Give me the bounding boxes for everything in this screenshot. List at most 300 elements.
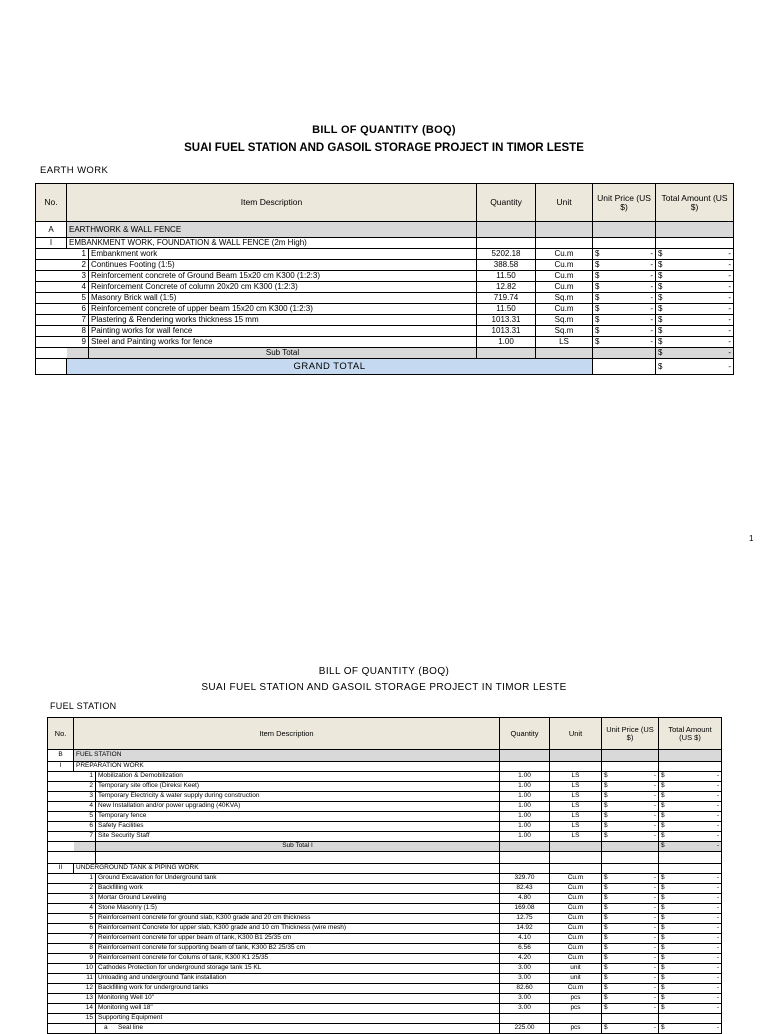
table-row xyxy=(48,964,722,974)
cell-item-no: 7 xyxy=(67,315,89,326)
cell-unit-price-wrap xyxy=(595,294,653,302)
amount-value: - xyxy=(653,802,656,810)
cell-item-no: 2 xyxy=(74,782,96,792)
cell-blank xyxy=(48,884,74,894)
cell-quantity: 6.56 xyxy=(500,944,550,954)
cell-total-amount-wrap xyxy=(661,1025,719,1032)
col-header-total-amount: Total Amount (US $) xyxy=(659,718,722,750)
cell-total-amount xyxy=(659,974,722,984)
cell-blank xyxy=(602,842,659,852)
subtotal-amount xyxy=(659,842,722,852)
cell-total-amount xyxy=(659,994,722,1004)
cell-unit: Cu.m xyxy=(550,934,602,944)
group-no: A xyxy=(36,222,67,238)
col-header-unit: Unit xyxy=(550,718,602,750)
cell-blank xyxy=(48,934,74,944)
cell-description: Masonry Brick wall (1:5) xyxy=(89,293,477,304)
cell-unit-price xyxy=(593,337,656,348)
table-row xyxy=(48,974,722,984)
cell-total-amount-wrap xyxy=(661,955,719,962)
cell-description: Continues Footing (1:5) xyxy=(89,260,477,271)
cell-unit: Cu.m xyxy=(536,282,593,293)
cell-blank xyxy=(48,974,74,984)
currency-symbol: $ xyxy=(661,792,665,800)
cell-unit: unit xyxy=(550,974,602,984)
cell-blank xyxy=(48,812,74,822)
currency-symbol: $ xyxy=(661,934,665,942)
cell-quantity: 1.00 xyxy=(500,792,550,802)
currency-symbol: $ xyxy=(604,772,608,780)
cell-unit-price-wrap xyxy=(595,272,653,280)
cell-unit-price xyxy=(593,326,656,337)
amount-value: - xyxy=(716,944,719,952)
cell-description: Reinforcement concrete for upper beam of tank, K300 B1 25/35 cm xyxy=(96,934,500,944)
currency-symbol: $ xyxy=(661,832,665,840)
cell-blank xyxy=(536,348,593,359)
cell-blank xyxy=(659,852,722,864)
cell-item-no: 4 xyxy=(74,802,96,812)
cell-blank xyxy=(477,348,536,359)
currency-symbol: $ xyxy=(658,361,663,371)
cell-unit: LS xyxy=(550,822,602,832)
table-row xyxy=(48,884,722,894)
currency-symbol: $ xyxy=(661,812,665,820)
group-label: EARTHWORK & WALL FENCE xyxy=(67,222,477,238)
currency-symbol: $ xyxy=(661,974,665,982)
cell-quantity: 225.00 xyxy=(500,1024,550,1034)
cell-unit-price-wrap xyxy=(604,995,656,1002)
cell-unit-price xyxy=(593,315,656,326)
subtotal-row xyxy=(48,842,722,852)
currency-symbol: $ xyxy=(604,812,608,820)
cell-blank xyxy=(36,337,67,348)
amount-value: - xyxy=(653,884,656,892)
amount-value: - xyxy=(650,315,654,324)
cell-unit: LS xyxy=(550,832,602,842)
cell-description: Reinforcement concrete of Ground Beam 15x20 cm K300 (1:2:3) xyxy=(89,271,477,282)
cell-item-no: 1 xyxy=(74,874,96,884)
currency-symbol: $ xyxy=(661,914,665,922)
cell-blank xyxy=(48,1004,74,1014)
amount-value: - xyxy=(716,812,719,820)
page2-section-label: FUEL STATION xyxy=(50,701,117,711)
amount-value: - xyxy=(653,874,656,882)
amount-value: - xyxy=(716,974,719,982)
cell-unit: LS xyxy=(550,802,602,812)
table-row xyxy=(48,994,722,1004)
table-row xyxy=(48,924,722,934)
currency-symbol: $ xyxy=(604,782,608,790)
amount-value: - xyxy=(716,822,719,830)
cell-description: Unloading and underground Tank installation xyxy=(96,974,500,984)
subtotal-label: Sub Total xyxy=(89,348,477,359)
currency-symbol: $ xyxy=(604,894,608,902)
table-row xyxy=(36,271,734,282)
cell-unit-price-wrap xyxy=(604,915,656,922)
cell-quantity: 1.00 xyxy=(500,782,550,792)
cell-blank xyxy=(36,348,67,359)
currency-symbol: $ xyxy=(661,954,665,962)
table-row xyxy=(48,832,722,842)
amount-value: - xyxy=(716,964,719,972)
cell-blank xyxy=(48,782,74,792)
cell-unit-price-wrap xyxy=(604,925,656,932)
amount-value: - xyxy=(650,293,654,302)
group-row-a xyxy=(36,222,734,238)
table-row xyxy=(48,944,722,954)
cell-item-no: 3 xyxy=(74,894,96,904)
cell-description: Reinforcement concrete for Colums of tank, K300 K1 25/35 xyxy=(96,954,500,964)
cell-total-amount xyxy=(656,293,734,304)
page2-title: BILL OF QUANTITY (BOQ) xyxy=(318,666,450,677)
group-no: I xyxy=(36,238,67,249)
cell-total-amount xyxy=(659,792,722,802)
cell-blank xyxy=(550,842,602,852)
cell-blank xyxy=(36,271,67,282)
amount-value: - xyxy=(716,934,719,942)
cell-blank xyxy=(48,852,74,864)
cell-total-amount xyxy=(656,282,734,293)
cell-blank xyxy=(36,359,67,375)
table-row xyxy=(48,934,722,944)
cell-blank xyxy=(602,1014,659,1024)
amount-value: - xyxy=(653,832,656,840)
cell-quantity: 1.00 xyxy=(500,772,550,782)
cell-blank xyxy=(36,315,67,326)
subtotal-row xyxy=(36,348,734,359)
group-no: B xyxy=(48,750,74,762)
cell-unit-price-wrap xyxy=(604,965,656,972)
amount-value: - xyxy=(653,1024,656,1032)
cell-blank xyxy=(48,994,74,1004)
group-row-i xyxy=(36,238,734,249)
cell-unit-price xyxy=(602,914,659,924)
cell-total-amount-wrap xyxy=(661,925,719,932)
group-no: II xyxy=(48,864,74,874)
subtotal-amount-wrap xyxy=(661,843,719,850)
cell-unit: LS xyxy=(536,337,593,348)
cell-unit-price xyxy=(602,802,659,812)
cell-item-no: 13 xyxy=(74,994,96,1004)
currency-symbol: $ xyxy=(604,1004,608,1012)
cell-item-no: 6 xyxy=(74,924,96,934)
cell-blank xyxy=(602,864,659,874)
cell-unit: Cu.m xyxy=(550,914,602,924)
amount-value: - xyxy=(650,337,654,346)
cell-item-no: 10 xyxy=(74,964,96,974)
amount-value: - xyxy=(653,994,656,1002)
cell-description: Backfilling work xyxy=(96,884,500,894)
cell-item-no: 5 xyxy=(74,914,96,924)
cell-total-amount xyxy=(659,954,722,964)
amount-value: - xyxy=(653,914,656,922)
currency-symbol: $ xyxy=(604,792,608,800)
cell-unit-price xyxy=(602,974,659,984)
cell-total-amount-wrap xyxy=(658,272,731,280)
cell-quantity: 14.92 xyxy=(500,924,550,934)
cell-blank xyxy=(74,852,96,864)
amount-value: - xyxy=(653,894,656,902)
amount-value: - xyxy=(653,822,656,830)
table-row xyxy=(36,304,734,315)
table-row xyxy=(48,1004,722,1014)
cell-unit-price-wrap xyxy=(604,895,656,902)
table-row xyxy=(48,802,722,812)
cell-quantity: 82.60 xyxy=(500,984,550,994)
cell-total-amount-wrap xyxy=(661,833,719,840)
cell-blank xyxy=(500,1014,550,1024)
cell-description: Painting works for wall fence xyxy=(89,326,477,337)
cell-quantity: 4.10 xyxy=(500,934,550,944)
cell-total-amount-wrap xyxy=(658,327,731,335)
cell-quantity: 1013.31 xyxy=(477,315,536,326)
col-header-unit-price: Unit Price (US $) xyxy=(593,184,656,222)
currency-symbol: $ xyxy=(604,944,608,952)
cell-blank xyxy=(74,842,96,852)
currency-symbol: $ xyxy=(661,802,665,810)
amount-value: - xyxy=(716,904,719,912)
cell-total-amount-wrap xyxy=(661,945,719,952)
cell-unit-price-wrap xyxy=(604,955,656,962)
cell-total-amount xyxy=(659,934,722,944)
group-no: I xyxy=(48,762,74,772)
cell-item-no: 14 xyxy=(74,1004,96,1014)
cell-total-amount xyxy=(659,984,722,994)
cell-blank xyxy=(48,842,74,852)
cell-item-no: 11 xyxy=(74,974,96,984)
table-row xyxy=(48,954,722,964)
table-row xyxy=(48,894,722,904)
currency-symbol: $ xyxy=(604,822,608,830)
cell-description: Temporary site office (Direksi Keet) xyxy=(96,782,500,792)
currency-symbol: $ xyxy=(604,904,608,912)
cell-quantity: 1.00 xyxy=(500,802,550,812)
cell-description: Plastering & Rendering works thickness 15 mm xyxy=(89,315,477,326)
cell-unit-price-wrap xyxy=(604,833,656,840)
amount-value: - xyxy=(728,304,732,313)
cell-unit-price xyxy=(602,924,659,934)
cell-total-amount-wrap xyxy=(658,283,731,291)
cell-quantity: 1.00 xyxy=(477,337,536,348)
cell-description: Ground Excavation for Underground tank xyxy=(96,874,500,884)
cell-unit-price xyxy=(593,260,656,271)
currency-symbol: $ xyxy=(661,994,665,1002)
cell-blank xyxy=(550,1014,602,1024)
currency-symbol: $ xyxy=(661,984,665,992)
cell-total-amount xyxy=(656,304,734,315)
cell-blank xyxy=(48,924,74,934)
cell-unit-price xyxy=(602,1004,659,1014)
table-row xyxy=(48,984,722,994)
cell-quantity: 3.00 xyxy=(500,1004,550,1014)
cell-blank xyxy=(500,864,550,874)
cell-blank xyxy=(48,944,74,954)
cell-blank xyxy=(67,348,89,359)
amount-value: - xyxy=(728,348,732,357)
cell-unit-price xyxy=(593,271,656,282)
amount-value: - xyxy=(728,361,732,371)
cell-total-amount xyxy=(659,1024,722,1034)
table-header-row xyxy=(48,718,722,750)
amount-value: - xyxy=(728,249,732,258)
table-row xyxy=(36,282,734,293)
currency-symbol: $ xyxy=(604,984,608,992)
currency-symbol: $ xyxy=(604,934,608,942)
cell-unit-price-wrap xyxy=(604,975,656,982)
cell-unit-price-wrap xyxy=(595,305,653,313)
amount-value: - xyxy=(716,924,719,932)
amount-value: - xyxy=(728,260,732,269)
cell-quantity: 5202.18 xyxy=(477,249,536,260)
cell-unit-price-wrap xyxy=(604,905,656,912)
cell-description: Stone Masonry (1:5) xyxy=(96,904,500,914)
amount-value: - xyxy=(650,282,654,291)
cell-total-amount xyxy=(659,964,722,974)
cell-blank xyxy=(36,304,67,315)
cell-quantity: 11.50 xyxy=(477,304,536,315)
cell-unit-price-wrap xyxy=(595,283,653,291)
cell-unit: Cu.m xyxy=(536,271,593,282)
currency-symbol: $ xyxy=(658,326,663,335)
amount-value: - xyxy=(653,782,656,790)
amount-value: - xyxy=(653,1004,656,1012)
currency-symbol: $ xyxy=(658,271,663,280)
cell-unit: Sq.m xyxy=(536,315,593,326)
cell-total-amount-wrap xyxy=(661,875,719,882)
cell-quantity: 12.82 xyxy=(477,282,536,293)
amount-value: - xyxy=(650,260,654,269)
cell-description: Reinforcement concrete for supporting beam of tank, K300 B2 25/35 cm xyxy=(96,944,500,954)
amount-value: - xyxy=(716,792,719,800)
cell-blank xyxy=(48,954,74,964)
currency-symbol: $ xyxy=(658,282,663,291)
cell-item-no: 6 xyxy=(67,304,89,315)
cell-item-no: 6 xyxy=(74,822,96,832)
table-row xyxy=(48,1024,722,1034)
cell-total-amount-wrap xyxy=(661,905,719,912)
amount-value: - xyxy=(653,974,656,982)
cell-total-amount xyxy=(656,315,734,326)
grand-total-row xyxy=(36,359,734,375)
cell-quantity: 719.74 xyxy=(477,293,536,304)
cell-unit: Cu.m xyxy=(550,894,602,904)
cell-unit: Cu.m xyxy=(550,884,602,894)
cell-unit-price-wrap xyxy=(595,327,653,335)
cell-description: Temporary Electricity & water supply during construction xyxy=(96,792,500,802)
cell-quantity: 388.58 xyxy=(477,260,536,271)
currency-symbol: $ xyxy=(658,348,663,357)
cell-total-amount xyxy=(656,271,734,282)
cell-unit: Cu.m xyxy=(550,944,602,954)
cell-blank xyxy=(48,792,74,802)
amount-value: - xyxy=(716,874,719,882)
page1-section-label: EARTH WORK xyxy=(40,165,109,176)
page1-title: BILL OF QUANTITY (BOQ) xyxy=(312,124,456,136)
col-header-qty: Quantity xyxy=(477,184,536,222)
cell-total-amount xyxy=(659,802,722,812)
currency-symbol: $ xyxy=(604,954,608,962)
amount-value: - xyxy=(728,282,732,291)
cell-description: Monitoring well 18" xyxy=(96,1004,500,1014)
cell-quantity: 4.80 xyxy=(500,894,550,904)
cell-total-amount xyxy=(659,782,722,792)
cell-unit-price xyxy=(602,772,659,782)
amount-value: - xyxy=(653,792,656,800)
currency-symbol: $ xyxy=(604,874,608,882)
cell-quantity: 169.08 xyxy=(500,904,550,914)
amount-value: - xyxy=(716,984,719,992)
cell-unit-price-wrap xyxy=(595,316,653,324)
cell-quantity: 1.00 xyxy=(500,832,550,842)
currency-symbol: $ xyxy=(604,994,608,1002)
boq-table-earthwork xyxy=(35,183,734,375)
cell-unit: Cu.m xyxy=(550,954,602,964)
cell-total-amount-wrap xyxy=(661,975,719,982)
cell-description: New Installation and/or power upgrading (40KVA) xyxy=(96,802,500,812)
col-header-no: No. xyxy=(48,718,74,750)
table-row xyxy=(48,782,722,792)
cell-unit-price-wrap xyxy=(604,945,656,952)
currency-symbol: $ xyxy=(661,944,665,952)
cell-quantity: 4.20 xyxy=(500,954,550,964)
cell-quantity: 3.00 xyxy=(500,974,550,984)
spacer-row xyxy=(48,852,722,864)
currency-symbol: $ xyxy=(658,304,663,313)
cell-total-amount xyxy=(659,822,722,832)
col-header-qty: Quantity xyxy=(500,718,550,750)
table-header-row xyxy=(36,184,734,222)
amount-value: - xyxy=(653,954,656,962)
subtotal-label: Sub Total I xyxy=(96,842,500,852)
amount-value: - xyxy=(653,924,656,932)
table-row xyxy=(48,874,722,884)
cell-unit-price-wrap xyxy=(604,935,656,942)
cell-blank xyxy=(48,894,74,904)
cell-total-amount-wrap xyxy=(661,783,719,790)
cell-unit: unit xyxy=(550,964,602,974)
cell-description: Cathodes Protection for underground storage tank 15 KL xyxy=(96,964,500,974)
amount-value: - xyxy=(653,772,656,780)
amount-value: - xyxy=(716,954,719,962)
cell-quantity: 3.00 xyxy=(500,964,550,974)
amount-value: - xyxy=(653,964,656,972)
cell-unit-price-wrap xyxy=(604,793,656,800)
table-row xyxy=(48,772,722,782)
currency-symbol: $ xyxy=(661,894,665,902)
cell-unit: LS xyxy=(550,782,602,792)
amount-value: - xyxy=(728,293,732,302)
cell-unit: Cu.m xyxy=(536,304,593,315)
subtotal-amount xyxy=(656,348,734,359)
cell-total-amount xyxy=(659,924,722,934)
cell-quantity: 1.00 xyxy=(500,812,550,822)
currency-symbol: $ xyxy=(661,782,665,790)
amount-value: - xyxy=(716,1024,719,1032)
amount-value: - xyxy=(716,994,719,1002)
boq-table-fuel-station xyxy=(47,717,722,1034)
cell-blank xyxy=(659,864,722,874)
cell-unit-price xyxy=(593,282,656,293)
cell-unit: LS xyxy=(550,772,602,782)
subtotal-amount-wrap xyxy=(658,349,731,357)
cell-unit-price-wrap xyxy=(595,261,653,269)
cell-description: Safety Facilities xyxy=(96,822,500,832)
cell-unit: LS xyxy=(550,812,602,822)
cell-sub-item-no: a xyxy=(104,1024,108,1032)
cell-blank xyxy=(36,260,67,271)
cell-item-no: 9 xyxy=(74,954,96,964)
col-header-total-amount: Total Amount (US $) xyxy=(656,184,734,222)
